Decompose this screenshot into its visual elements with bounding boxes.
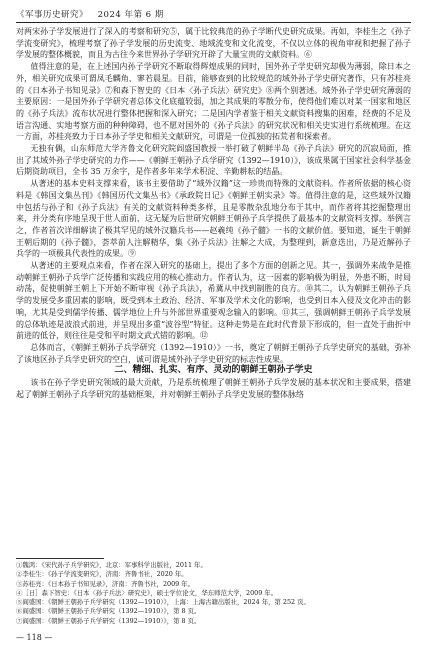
header-rule xyxy=(16,22,411,23)
paragraph: 从著述的主要观点来看，作者在深入研究的基础上，提出了多个方面的创新之见。其一，强调外来战争是推动朝鲜王朝孙子兵学广泛传播和实践应用的核心推动力。作者认为，这一因素的影响极为明显，外患不断，时局动荡，促使朝鲜王朝上下开始不断审视《孙子兵法》，希冀从中找到制胜的良方。⑩其二，认为朝鲜王朝孙子兵学的发展受多重因素的影响，既受到本土政治、经济、军事及学术文化的影响，也受到日本入侵及文化冲击的影响，尤其是受到儒学传播、儒学地位上升与外部世界重要观念输入的影响。⑪其三，强调朝鲜王朝孙子兵学发展的总体轨迹是波浪式前进，并呈现出多重“波谷型”特征。这种走势是在此时代背景下形成的，但一直处于曲折中前进的低谷，则往往是受和平时期文武式错的影响。⑫ xyxy=(16,261,411,341)
footnote: ④［日］森下智史：《日本〈孙子兵法〉研究史》，硕士学位论文，华东师范大学，2009 年。 xyxy=(16,588,278,597)
section-heading: 二、精细、扎实、有序、灵动的朝鲜王朝孙子学史 xyxy=(114,365,313,376)
footnote: ③苏桂亮：《日本孙子书知见录》，济南：齐鲁书社，2009 年。 xyxy=(16,579,195,588)
paragraph: 对两宋孙子学发展进行了深入的考察和研究⑤，属于比较典范的孙子学断代史研究成果。再如，李桂生之《孙子学流变研究》，梳理考察了孙子学发展的历史流变、地域流变和文化流变，不仅以立体的视角审视和把握了孙子学发展的整体概貌，而且为古往今来世界孙子学研究开辟了大量宝贵的文献资料。⑥ xyxy=(16,27,411,60)
issue-label: 2024 年第 6 期 xyxy=(97,10,164,20)
paragraph: 从著述的基本史料支撑来看，该书主要借助了“域外汉籍”这一珍贵而特殊的文献资料。作者所依据的核心资料是《韩国文集丛刊》《韩国历代文集丛书》《承政院日记》《朝鲜王朝实录》等。值得注意的是，这些域外汉籍中包括与孙子和《孙子兵法》有关的文献资料种类多样，且是零散杂乱地分布于其中，而作者将其挖掘整理出来，并分类有序地呈现于世人面前，这无疑为后世研究朝鲜王朝孙子兵学提供了最基本的文献资料支撑。举例言之，作者首次详细解读了极其罕见的域外汉籍兵书——赵羲纯《孙子髓》一书的文献价值。要知道，诞生于朝鲜王朝后期的《孙子髓》，荟萃前人注解精华，集《孙子兵法》注解之大成，为整理到，新意迭出，乃是近解孙子兵学的一项极具代表性的成果。⑨ xyxy=(16,179,411,259)
footnote: ⑤阎盛国：《朝鲜王朝孙子兵学研究（1392—1910）》，上海：上海古籍出版社，2024 年，第 252 页。 xyxy=(16,598,310,607)
paragraph: 该书在孙子学史研究领域的最大贡献，乃是系统梳理了朝鲜王朝孙子兵学发展的基本状况和主要成果，搭建起了朝鲜王朝孙子兵学研究的基础框架，并对朝鲜王朝孙子兵学史发展的整体脉络 xyxy=(16,378,411,399)
footnotes xyxy=(16,561,411,626)
footnote: ⑦阎盛国：《朝鲜王朝孙子兵学研究（1392—1910）》，第 8 页。 xyxy=(16,616,201,625)
footnote: ②李桂生：《孙子学流变研究》，济南：齐鲁书社，2020 年。 xyxy=(16,570,188,579)
running-header xyxy=(16,8,411,20)
paragraph: 值得注意的是，在上述国内孙子学研究不断取得辉煌成果的同时，国外孙子学史研究却极为薄弱，除日本之外，相关研究成果可谓凤毛麟角、寥若晨星。目前，能够查到的比较规范的域外孙子学史研究著作，只有苏桂亮的《日本孙子书知见录》⑦和森下智史的《日本〈孙子兵法〉研究史》⑧两个别著述。域外孙子学史研究薄弱的主要原因：一是国外孙子学研究者总体文化底蕴较弱，加之其成果的零散分布，使得他们难以对某一国家和地区的《孙子兵法》流布状况进行整体把握和深入研究；二是国内学者鉴于相关文献资料搜集的困难，经费的不足及语言沟通、实地考察方面的种种障碍，也不愿对国外的《孙子兵法》的研究状况和相关史实进行系统梳理。在这一方面，苏桂亮致力于日本孙子学史和相关文献研究，可谓是一位孤独的拓荒者和探索者。 xyxy=(16,62,411,142)
footnote: ⑥阎盛国：《朝鲜王朝孙子兵学研究（1392—1910）》，第 8 页。 xyxy=(16,607,201,616)
footnote-rule xyxy=(16,558,104,559)
journal-title: 《军事历史研究》 xyxy=(16,10,89,20)
page-number: — 118 — xyxy=(16,633,53,642)
footnote: ①魏鸿：《宋代孙子兵学研究》，北京：军事科学出版社，2011 年。 xyxy=(16,561,207,569)
paragraph: 总体而言，《朝鲜王朝孙子兵学研究（1392—1910）》一书，奠定了朝鲜王朝孙子兵学史研究的基础，弥补了该地区孙子兵学史研究的空白，诚可谓是域外孙子学史研究的标志性成果。 xyxy=(16,342,411,364)
paragraph: 无独有偶，山东师范大学齐鲁文化研究院阎盛国教授一举打破了朝鲜半岛《孙子兵法》研究的沉寂局面，推出了其域外孙子学史研究的力作——《朝鲜王朝孙子兵学研究（1392—1910）》，该成果属于国家社会科学基金后期资助项目，全书 35 万余字，是作者多年来学术积淀、辛勤耕耘的结晶。 xyxy=(16,144,411,177)
article-body xyxy=(16,26,411,401)
